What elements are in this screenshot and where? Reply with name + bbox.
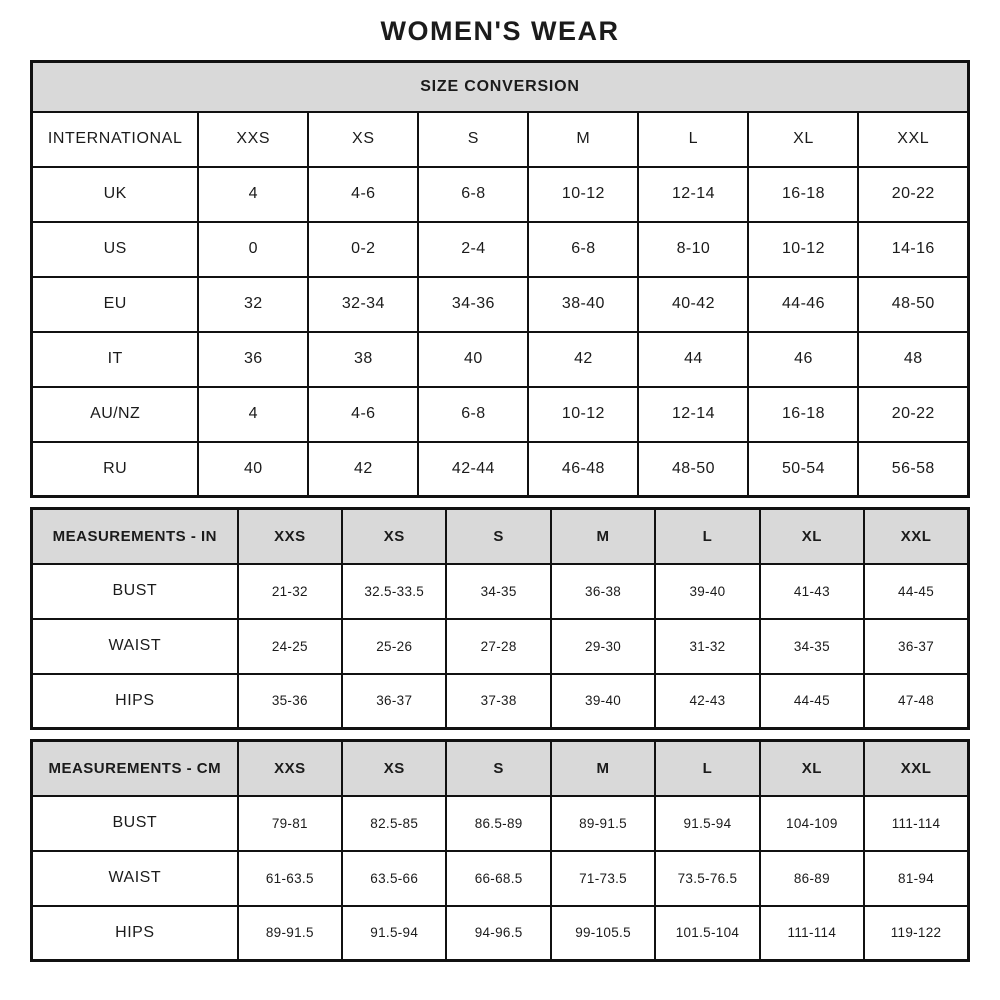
value-cell: 4-6 [308, 387, 418, 442]
size-conversion-header-row [32, 112, 969, 167]
value-cell: 32-34 [308, 277, 418, 332]
value-cell: 48-50 [638, 442, 748, 497]
value-cell: 25-26 [342, 619, 446, 674]
table-row [32, 619, 969, 674]
value-cell: 10-12 [528, 387, 638, 442]
value-cell: 42-43 [655, 674, 759, 729]
value-cell: 39-40 [655, 564, 759, 619]
value-cell: 14-16 [858, 222, 968, 277]
row-label: HIPS [32, 906, 238, 961]
table-row [32, 167, 969, 222]
table-row [32, 332, 969, 387]
row-label: US [32, 222, 199, 277]
value-cell: 0 [198, 222, 308, 277]
value-cell: 36-37 [342, 674, 446, 729]
value-cell: 42 [308, 442, 418, 497]
table-row [32, 564, 969, 619]
size-column-header-m: M [551, 509, 655, 564]
value-cell: 104-109 [760, 796, 864, 851]
value-cell: 111-114 [760, 906, 864, 961]
value-cell: 21-32 [238, 564, 342, 619]
row-label: AU/NZ [32, 387, 199, 442]
size-conversion-banner-row [32, 62, 969, 112]
size-conversion-banner: SIZE CONVERSION [32, 62, 969, 112]
value-cell: 10-12 [528, 167, 638, 222]
size-column-header-l: L [655, 741, 759, 796]
value-cell: 4 [198, 167, 308, 222]
size-column-header-xl: XL [748, 112, 858, 167]
value-cell: 94-96.5 [446, 906, 550, 961]
row-label: BUST [32, 564, 238, 619]
measurements-cm-table [30, 739, 970, 962]
table-row [32, 387, 969, 442]
value-cell: 44-46 [748, 277, 858, 332]
value-cell: 40 [198, 442, 308, 497]
row-label: BUST [32, 796, 238, 851]
value-cell: 12-14 [638, 167, 748, 222]
size-column-header-xs: XS [342, 509, 446, 564]
measurements-in-table [30, 507, 970, 730]
measurements-cm-header-row [32, 741, 969, 796]
value-cell: 34-35 [760, 619, 864, 674]
table-row [32, 851, 969, 906]
value-cell: 6-8 [418, 387, 528, 442]
table-row [32, 442, 969, 497]
value-cell: 41-43 [760, 564, 864, 619]
size-column-header-xs: XS [308, 112, 418, 167]
value-cell: 48 [858, 332, 968, 387]
size-column-header-xxl: XXL [858, 112, 968, 167]
page-title: WOMEN'S WEAR [380, 16, 620, 46]
size-column-header-xxs: XXS [238, 741, 342, 796]
size-column-header-xxl: XXL [864, 509, 968, 564]
value-cell: 6-8 [528, 222, 638, 277]
value-cell: 39-40 [551, 674, 655, 729]
value-cell: 56-58 [858, 442, 968, 497]
value-cell: 6-8 [418, 167, 528, 222]
size-column-header-xs: XS [342, 741, 446, 796]
row-label: WAIST [32, 619, 238, 674]
row-label: UK [32, 167, 199, 222]
row-label: RU [32, 442, 199, 497]
table-row [32, 906, 969, 961]
size_conversion-label-header: INTERNATIONAL [32, 112, 199, 167]
value-cell: 32.5-33.5 [342, 564, 446, 619]
value-cell: 29-30 [551, 619, 655, 674]
value-cell: 82.5-85 [342, 796, 446, 851]
value-cell: 50-54 [748, 442, 858, 497]
value-cell: 61-63.5 [238, 851, 342, 906]
value-cell: 20-22 [858, 387, 968, 442]
value-cell: 73.5-76.5 [655, 851, 759, 906]
measurements_cm-label-header: MEASUREMENTS - CM [32, 741, 238, 796]
measurements-in-header-row [32, 509, 969, 564]
value-cell: 12-14 [638, 387, 748, 442]
value-cell: 111-114 [864, 796, 968, 851]
value-cell: 89-91.5 [551, 796, 655, 851]
table-row [32, 277, 969, 332]
row-label: IT [32, 332, 199, 387]
value-cell: 36-38 [551, 564, 655, 619]
value-cell: 32 [198, 277, 308, 332]
value-cell: 86.5-89 [446, 796, 550, 851]
value-cell: 31-32 [655, 619, 759, 674]
value-cell: 36 [198, 332, 308, 387]
row-label: WAIST [32, 851, 238, 906]
size-column-header-xl: XL [760, 509, 864, 564]
value-cell: 16-18 [748, 387, 858, 442]
value-cell: 44-45 [760, 674, 864, 729]
value-cell: 79-81 [238, 796, 342, 851]
value-cell: 66-68.5 [446, 851, 550, 906]
value-cell: 42-44 [418, 442, 528, 497]
table-row [32, 796, 969, 851]
value-cell: 2-4 [418, 222, 528, 277]
row-label: EU [32, 277, 199, 332]
value-cell: 24-25 [238, 619, 342, 674]
value-cell: 42 [528, 332, 638, 387]
value-cell: 44 [638, 332, 748, 387]
value-cell: 91.5-94 [655, 796, 759, 851]
value-cell: 16-18 [748, 167, 858, 222]
value-cell: 46 [748, 332, 858, 387]
size-column-header-xxs: XXS [198, 112, 308, 167]
value-cell: 4 [198, 387, 308, 442]
size-column-header-l: L [638, 112, 748, 167]
value-cell: 71-73.5 [551, 851, 655, 906]
size-column-header-xxl: XXL [864, 741, 968, 796]
table-row [32, 222, 969, 277]
value-cell: 34-36 [418, 277, 528, 332]
size-column-header-s: S [446, 509, 550, 564]
value-cell: 48-50 [858, 277, 968, 332]
size-column-header-s: S [446, 741, 550, 796]
value-cell: 36-37 [864, 619, 968, 674]
measurements_in-label-header: MEASUREMENTS - IN [32, 509, 238, 564]
value-cell: 40-42 [638, 277, 748, 332]
size-column-header-xl: XL [760, 741, 864, 796]
value-cell: 101.5-104 [655, 906, 759, 961]
value-cell: 63.5-66 [342, 851, 446, 906]
size-conversion-table [30, 60, 970, 498]
size-column-header-m: M [528, 112, 638, 167]
size-column-header-xxs: XXS [238, 509, 342, 564]
value-cell: 0-2 [308, 222, 418, 277]
value-cell: 46-48 [528, 442, 638, 497]
size-column-header-m: M [551, 741, 655, 796]
value-cell: 4-6 [308, 167, 418, 222]
value-cell: 99-105.5 [551, 906, 655, 961]
value-cell: 27-28 [446, 619, 550, 674]
value-cell: 38 [308, 332, 418, 387]
value-cell: 8-10 [638, 222, 748, 277]
value-cell: 119-122 [864, 906, 968, 961]
size-column-header-l: L [655, 509, 759, 564]
value-cell: 35-36 [238, 674, 342, 729]
table-row [32, 674, 969, 729]
value-cell: 86-89 [760, 851, 864, 906]
value-cell: 34-35 [446, 564, 550, 619]
value-cell: 81-94 [864, 851, 968, 906]
value-cell: 91.5-94 [342, 906, 446, 961]
value-cell: 89-91.5 [238, 906, 342, 961]
size-column-header-s: S [418, 112, 528, 167]
row-label: HIPS [32, 674, 238, 729]
value-cell: 20-22 [858, 167, 968, 222]
value-cell: 10-12 [748, 222, 858, 277]
value-cell: 37-38 [446, 674, 550, 729]
value-cell: 44-45 [864, 564, 968, 619]
value-cell: 47-48 [864, 674, 968, 729]
value-cell: 38-40 [528, 277, 638, 332]
value-cell: 40 [418, 332, 528, 387]
